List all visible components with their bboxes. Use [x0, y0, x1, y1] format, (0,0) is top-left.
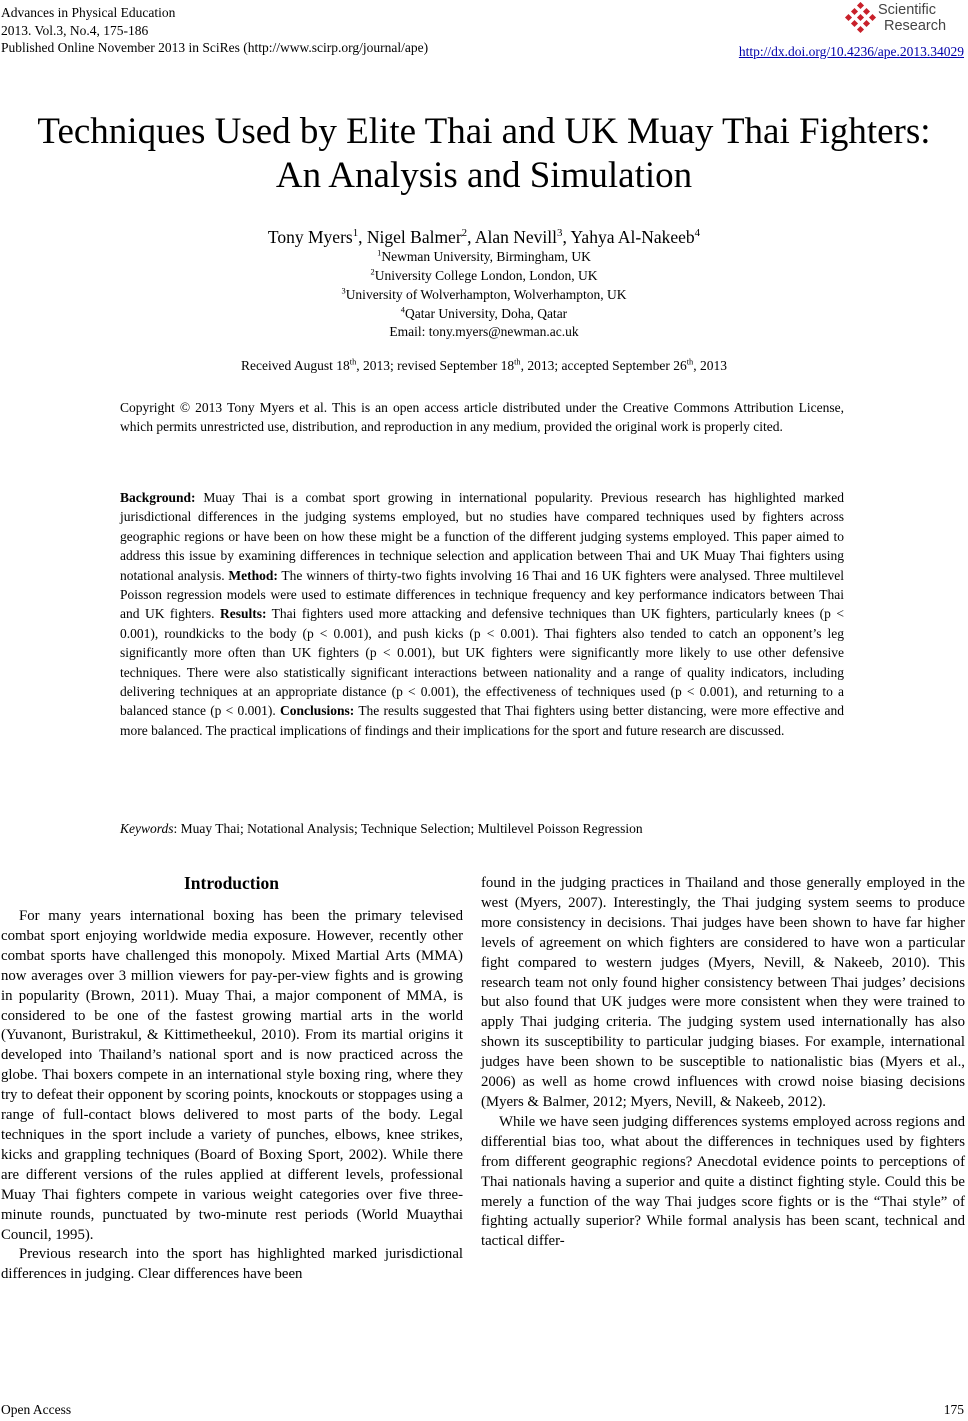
author-sep: , [467, 227, 475, 247]
body-paragraph: For many years international boxing has been the primary televised combat sport enjoying worldwide media exposure. However, recently other combat sports have challenged this monopoly. Mixed Martial Arts (MMA) now averages over 3 million viewers for pay-per-view fights and is growing in popularity (Brown, 2011). Muay Thai, a major component of MMA, is considered to be one of the fastest growing martial arts in the world (Yuvanont, Buristrakul, & Kittimetheekul, 2010). From its martial origins it developed into Thailand’s national sport and is now practiced across the globe. Thai boxers compete in an international style boxing ring, where they try to defeat their opponent by scoring points, knockouts or stoppages using a range of full-contact blows delivered to most parts of the body. Legal techniques in the sport include a variety of punches, elbows, knee strikes, kicks and grappling techniques (Board of Boxing Sport, 2002). While there are different versions of the rules applied at different levels, professional Muay Thai fighters compete in various weight categories over five three-minute rounds, punctuated by two-minute rest periods (World Muaythai Council, 1995). [1, 908, 463, 1243]
published-info: Published Online November 2013 in SciRes (http://www.scirp.org/journal/ape) [1, 40, 429, 55]
logo-line2: Research [884, 18, 947, 34]
volume-info: 2013. Vol.3, No.4, 175-186 [1, 22, 149, 38]
author-sup: 3 [557, 227, 563, 240]
revised-text: , 2013; revised September 18 [356, 358, 515, 373]
affiliation [0, 304, 968, 323]
received-text: Received August 18 [241, 358, 350, 373]
column-left [1, 907, 463, 1285]
results-text: Thai fighters used more attacking and defensive techniques than UK fighters, particularly knees (p < 0.001), roundkicks to the body (p < 0.001), and push kicks (p < 0.001). Thai fighters also tended to catch an opponent’s leg significantly more often than UK fighters (p < 0.001), but UK fighters were significantly more likely to use other defensive techniques. There were also statistically significant interactions between nationality and a range of quality indicators, including delivering techniques at an appropriate distance (p < 0.001), the effectiveness of techniques used (p < 0.001), and returning to a balanced stance (p < 0.001). [120, 606, 844, 719]
received-dates [0, 358, 968, 374]
logo-line1: Scientific [878, 2, 937, 18]
copyright-notice: Copyright © 2013 Tony Myers et al. This is an open access article distributed under the Creative Commons Attribution License, which permits unrestricted use, distribution, and reproduction in any medium, provided the original work is properly cited. [120, 400, 844, 435]
journal-name: Advances in Physical Education [1, 5, 176, 20]
abstract [120, 488, 844, 740]
received-sup: th [349, 357, 357, 367]
author-sep: , [562, 227, 571, 247]
conclusions-text: The results suggested that Thai fighters using better distancing, were more effective and more balanced. The practical implications of findings and their implications for the sport and future research are discussed. [120, 703, 844, 738]
running-header [1, 4, 428, 57]
body-paragraph: While we have seen judging differences systems employed across regions and differential bias too, what about the differences in techniques used by fighters from different geographic regions? Anecdotal evidence points to perceptions of Thai nationals having a superior and quite a distinct fighting style. Could this be merely a function of the way Thai judges score fights or is the “Thai style” of fighting actually superior? While formal analysis has been scant, technical and tactical differ- [481, 1113, 965, 1250]
page-number: 175 [943, 1402, 964, 1417]
affiliation-sup: 2 [370, 267, 375, 277]
logo-diamond-icon [844, 2, 878, 36]
affiliation-sup: 1 [377, 248, 382, 258]
affiliation [0, 285, 968, 304]
revised-sup: th [514, 357, 521, 367]
email: Email: tony.myers@newman.ac.uk [389, 324, 579, 339]
affiliation-text: University of Wolverhampton, Wolverhampton, UK [345, 287, 627, 302]
title-line1: Techniques Used by Elite Thai and UK Muay Thai Fighters: [37, 111, 931, 152]
author: Yahya Al-Nakeeb [570, 227, 695, 247]
method-text: The winners of thirty-two fights involving 16 Thai and 16 UK fighters were analysed. Three multilevel Poisson regression models were used to estimate differences in technique frequency and key performance indicators between Thai and UK fighters. [120, 567, 844, 622]
author: Nigel Balmer [366, 227, 462, 247]
background-label: Background: [120, 490, 196, 505]
author-sup: 1 [352, 227, 359, 240]
background-text: Muay Thai is a combat sport growing in international popularity. Previous research has highlighted marked jurisdictional differences in the judging systems employed, but no studies have compared techniques used by fighters across geographic regions or have been on how these might be a function of the different judging systems employed. This paper aimed to address this issue by examining differences in technique selection and application between Thai and UK Muay Thai fighters using notational analysis. [120, 490, 844, 583]
affiliation-text: Newman University, Birmingham, UK [381, 249, 591, 264]
affiliation [0, 247, 968, 266]
title-line2: An Analysis and Simulation [275, 155, 693, 196]
affiliation-text: Qatar University, Doha, Qatar [404, 306, 568, 321]
body-paragraph: Previous research into the sport has highlighted marked jurisdictional differences in judging. Clear differences have been [1, 1246, 463, 1283]
keywords [120, 819, 844, 838]
scientific-research-logo [844, 0, 964, 40]
body-paragraph: found in the judging practices in Thailand and those generally employed in the west (Myers, 2007). Interestingly, the Thai judging system seems to produce more consistency in decisions. Thai judges have been shown to have far higher levels of agreement on which fighters are considered to have won a particular fight compared to western judges (Myers, Nevill, & Nakeeb, 2010). This research team not only found higher consistency between Thai judges’ decisions but also found that UK judges were more consistent when they were trained to apply Thai judging criteria. The judging system used internationally has also shown its susceptibility to particular judging biases. For example, international judges have been shown to be susceptible to nationalistic bias (Myers et al., 2006) as well as home crowd influences with crowd noise biasing decisions (Myers & Balmer, 2012; Myers, Nevill, & Nakeeb, 2012). [481, 875, 965, 1110]
keywords-text: : Muay Thai; Notational Analysis; Technique Selection; Multilevel Poisson Regression [173, 821, 643, 836]
author-sup: 4 [694, 227, 701, 240]
author-sep: , [358, 227, 367, 247]
section-heading: Introduction [184, 873, 279, 893]
conclusions-label: Conclusions: [280, 703, 355, 719]
keywords-label: Keywords [120, 821, 174, 836]
paper-title [0, 110, 968, 198]
column-right [481, 874, 965, 1252]
author-sup: 2 [461, 227, 468, 240]
logo-text [878, 2, 946, 34]
affiliation-sup: 3 [341, 286, 346, 296]
year-text: , 2013 [693, 358, 727, 373]
author: Alan Nevill [474, 227, 558, 247]
footer-open-access: Open Access [1, 1402, 72, 1417]
affiliation [0, 266, 968, 285]
author: Tony Myers [267, 227, 353, 247]
affiliation-text: University College London, London, UK [374, 268, 598, 283]
accepted-text: , 2013; accepted September 26 [520, 358, 687, 373]
affiliation-sup: 4 [400, 305, 405, 315]
results-label: Results: [219, 606, 267, 622]
method-label: Method: [228, 567, 278, 583]
accepted-sup: th [686, 357, 694, 367]
doi-link[interactable]: http://dx.doi.org/10.4236/ape.2013.34029 [738, 44, 964, 59]
author-list [0, 227, 968, 248]
